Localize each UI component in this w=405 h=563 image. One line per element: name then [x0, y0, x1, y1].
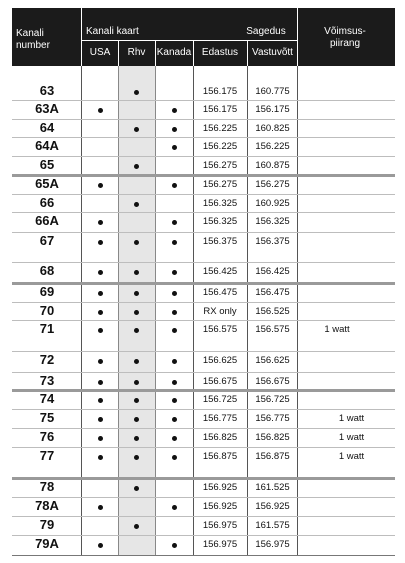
transmit-frequency: 156.775	[202, 413, 238, 424]
receive-frequency: 156.275	[255, 179, 290, 190]
receive-frequency: 156.325	[255, 216, 290, 227]
usa-dot	[98, 220, 103, 225]
channel-number: 73	[39, 373, 55, 388]
receive-frequency: 156.525	[255, 306, 290, 317]
channel-number: 63A	[35, 101, 59, 116]
channel-number: 79	[39, 517, 55, 532]
receive-frequency: 156.775	[255, 413, 290, 424]
receive-frequency: 160.775	[255, 86, 290, 97]
kanada-dot	[172, 240, 177, 245]
kanada-dot	[172, 455, 177, 460]
header-divider	[82, 40, 297, 41]
rhv-dot	[134, 455, 139, 460]
transmit-frequency: 156.425	[202, 266, 238, 277]
receive-frequency: 156.625	[255, 355, 290, 366]
receive-frequency: 156.875	[255, 451, 290, 462]
header-frequency: Sagedus	[246, 26, 286, 37]
receive-frequency: 156.225	[255, 141, 290, 152]
receive-frequency: 156.425	[255, 266, 290, 277]
kanada-dot	[172, 417, 177, 422]
rhv-dot	[134, 436, 139, 441]
kanada-dot	[172, 183, 177, 188]
receive-frequency: 156.825	[255, 432, 290, 443]
kanada-dot	[172, 398, 177, 403]
kanada-dot	[172, 220, 177, 225]
transmit-frequency: 156.725	[202, 394, 238, 405]
usa-dot	[98, 310, 103, 315]
channel-number: 75	[39, 410, 55, 425]
rhv-dot	[134, 398, 139, 403]
rhv-dot	[134, 524, 139, 529]
receive-frequency: 156.575	[255, 324, 290, 335]
rhv-dot	[134, 202, 139, 207]
header-col-kanada: Kanada	[156, 47, 192, 58]
header-divider	[247, 40, 248, 66]
kanada-dot	[172, 291, 177, 296]
header-divider	[193, 40, 194, 66]
transmit-frequency: 156.575	[202, 324, 238, 335]
column-divider	[118, 66, 119, 555]
column-divider	[155, 66, 156, 555]
usa-dot	[98, 505, 103, 510]
rhv-dot	[134, 164, 139, 169]
channel-number: 68	[39, 263, 55, 278]
transmit-frequency: 156.625	[202, 355, 238, 366]
usa-dot	[98, 270, 103, 275]
transmit-frequency: 156.225	[202, 141, 238, 152]
kanada-dot	[172, 505, 177, 510]
kanada-dot	[172, 543, 177, 548]
transmit-frequency: 156.275	[202, 160, 238, 171]
receive-frequency: 156.175	[255, 104, 290, 115]
channel-number: 67	[39, 233, 55, 248]
channel-number: 77	[39, 448, 55, 463]
receive-frequency: 161.575	[255, 520, 290, 531]
channel-number: 63	[39, 83, 55, 98]
channel-number: 76	[39, 429, 55, 444]
transmit-frequency: 156.925	[202, 501, 238, 512]
header-col-rhv: Rhv	[127, 47, 146, 58]
power-limit: 1 watt	[338, 432, 365, 443]
channel-number: 69	[39, 284, 55, 299]
header-power-limit: Võimsus- piirang	[324, 26, 366, 49]
rhv-dot	[134, 240, 139, 245]
kanada-dot	[172, 108, 177, 113]
transmit-frequency: 156.975	[202, 520, 238, 531]
header-divider	[81, 8, 82, 66]
transmit-frequency: 156.325	[202, 216, 238, 227]
usa-dot	[98, 240, 103, 245]
transmit-frequency: 156.275	[202, 179, 238, 190]
kanada-dot	[172, 359, 177, 364]
usa-dot	[98, 328, 103, 333]
channel-number: 74	[39, 391, 55, 406]
usa-dot	[98, 183, 103, 188]
usa-dot	[98, 417, 103, 422]
transmit-frequency: 156.175	[202, 104, 238, 115]
header-col-vastuvott: Vastuvõtt	[252, 47, 293, 58]
kanada-dot	[172, 328, 177, 333]
receive-frequency: 160.925	[255, 198, 290, 209]
header-divider	[155, 40, 156, 66]
channel-number: 66A	[35, 213, 59, 228]
usa-dot	[98, 359, 103, 364]
usa-dot	[98, 398, 103, 403]
usa-dot	[98, 455, 103, 460]
channel-number: 65	[39, 157, 55, 172]
receive-frequency: 160.825	[255, 123, 290, 134]
receive-frequency: 156.725	[255, 394, 290, 405]
usa-dot	[98, 543, 103, 548]
transmit-frequency: 156.225	[202, 123, 238, 134]
receive-frequency: 156.975	[255, 539, 290, 550]
channel-number: 72	[39, 352, 55, 367]
rhv-dot	[134, 90, 139, 95]
transmit-frequency: 156.975	[202, 539, 238, 550]
table-bottom-border	[12, 555, 395, 556]
header-col-usa: USA	[89, 47, 111, 58]
channel-number: 66	[39, 195, 55, 210]
channel-number: 64A	[35, 138, 59, 153]
rhv-dot	[134, 270, 139, 275]
power-limit: 1 watt	[338, 413, 365, 424]
transmit-frequency: RX only	[203, 306, 237, 317]
receive-frequency: 156.925	[255, 501, 290, 512]
header-divider	[297, 8, 298, 66]
receive-frequency: 156.375	[255, 236, 290, 247]
receive-frequency: 160.875	[255, 160, 290, 171]
kanada-dot	[172, 380, 177, 385]
header-channel-number: Kanali number	[16, 28, 50, 51]
channel-number: 65A	[35, 176, 59, 191]
rhv-dot	[134, 291, 139, 296]
transmit-frequency: 156.675	[202, 376, 238, 387]
power-limit: 1 watt	[324, 324, 350, 335]
rhv-dot	[134, 328, 139, 333]
usa-dot	[98, 108, 103, 113]
kanada-dot	[172, 127, 177, 132]
rhv-dot	[134, 127, 139, 132]
power-limit: 1 watt	[338, 451, 365, 462]
kanada-dot	[172, 436, 177, 441]
kanada-dot	[172, 310, 177, 315]
transmit-frequency: 156.325	[202, 198, 238, 209]
usa-dot	[98, 380, 103, 385]
rhv-dot	[134, 486, 139, 491]
transmit-frequency: 156.475	[202, 287, 238, 298]
usa-dot	[98, 436, 103, 441]
channel-number: 79A	[35, 536, 59, 551]
header-channel-map: Kanali kaart	[86, 26, 139, 37]
rhv-dot	[134, 359, 139, 364]
kanada-dot	[172, 145, 177, 150]
usa-dot	[98, 291, 103, 296]
transmit-frequency: 156.175	[202, 86, 238, 97]
receive-frequency: 161.525	[255, 482, 290, 493]
header-divider	[118, 40, 119, 66]
transmit-frequency: 156.375	[202, 236, 238, 247]
rhv-dot	[134, 380, 139, 385]
channel-number: 78	[39, 479, 55, 494]
channel-number: 71	[39, 321, 55, 336]
channel-number: 78A	[35, 498, 59, 513]
rhv-dot	[134, 310, 139, 315]
receive-frequency: 156.475	[255, 287, 290, 298]
rhv-dot	[134, 417, 139, 422]
transmit-frequency: 156.825	[202, 432, 238, 443]
transmit-frequency: 156.925	[202, 482, 238, 493]
channel-number: 64	[39, 120, 55, 135]
receive-frequency: 156.675	[255, 376, 290, 387]
kanada-dot	[172, 270, 177, 275]
transmit-frequency: 156.875	[202, 451, 238, 462]
header-col-edastus: Edastus	[201, 47, 239, 58]
channel-number: 70	[39, 303, 55, 318]
